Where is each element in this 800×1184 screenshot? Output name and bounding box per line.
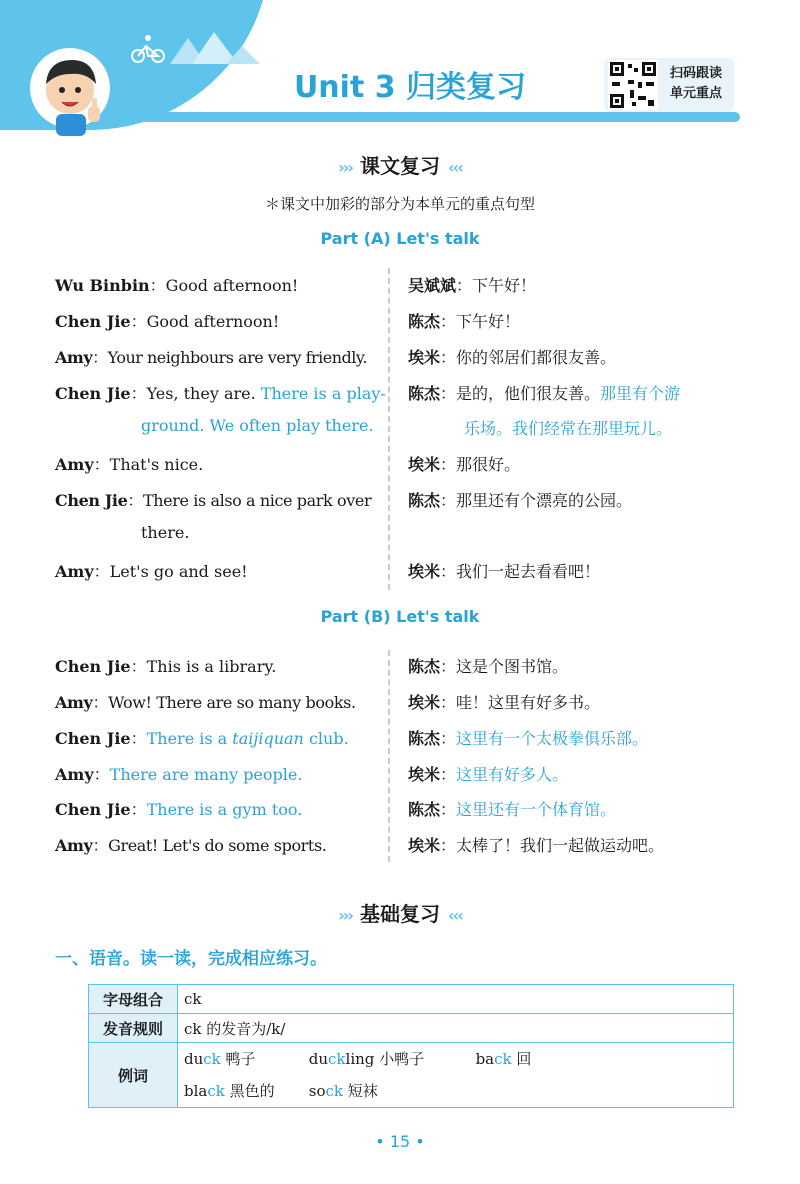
mountain-cyclist-icon (130, 28, 270, 68)
dialogue-line (55, 452, 203, 475)
header-underline (140, 112, 740, 122)
translation-line (408, 654, 568, 677)
colon: ： (130, 657, 147, 676)
section-title: 课文复习 (360, 154, 440, 178)
translation-line (408, 797, 616, 820)
line-text: Good afternoon! (165, 276, 299, 295)
example-word (476, 1043, 532, 1075)
translation-line (408, 452, 520, 475)
colon: ： (440, 384, 457, 403)
chevron-right-icon: ››› (338, 158, 352, 177)
line-text: Good afternoon! (146, 312, 280, 331)
colon: ： (456, 276, 473, 295)
boy-thumbs-up-icon (22, 44, 122, 140)
speaker: 陈杰 (408, 729, 441, 748)
key-sentence: 这里有好多人。 (456, 765, 569, 784)
dialogue-line (55, 654, 276, 677)
colon: ： (130, 729, 147, 748)
key-sentence-cont: 乐场。我们经常在那里玩儿。 (464, 419, 673, 438)
dialogue-line (55, 833, 326, 856)
speaker: 埃米 (408, 455, 441, 474)
speaker: Chen Jie (55, 657, 131, 676)
translation-line (408, 273, 536, 296)
speaker: Wu Binbin (55, 276, 150, 295)
example-word (184, 1075, 304, 1107)
colon: ： (440, 657, 457, 676)
chevron-right-icon: ››› (338, 906, 352, 925)
word-meaning: 回 (516, 1050, 532, 1068)
colon: ： (127, 491, 143, 510)
dialogue-line (55, 559, 248, 582)
phonics-table (88, 984, 734, 1108)
colon: ： (149, 276, 166, 295)
colon: ： (92, 693, 109, 712)
line-text: This is a library. (146, 657, 277, 676)
colon: ： (440, 693, 457, 712)
qr-label-line2: 单元重点 (670, 86, 723, 101)
word-part: so (308, 1082, 326, 1100)
word-meaning: 鸭子 (225, 1050, 256, 1068)
table-label: 例词 (89, 1043, 178, 1108)
key-sentence-cont: ground. We often play there. (141, 416, 374, 435)
speaker: 陈杰 (408, 800, 441, 819)
section-heading-basic-review (0, 898, 800, 927)
example-word (184, 1043, 304, 1075)
line-text: Let's go and see! (109, 562, 248, 581)
key-sentence: 这里还有一个体育馆。 (456, 800, 617, 819)
line-text: Great! Let's do some sports. (108, 836, 327, 855)
qr-label-line1: 扫码跟读 (670, 66, 723, 81)
colon: ： (93, 765, 110, 784)
chevron-left-icon: ‹‹‹ (448, 906, 462, 925)
dialogue-line (55, 726, 349, 749)
translation-line (408, 345, 616, 368)
table-value: ck 的发音为/k/ (178, 1014, 734, 1043)
colon: ： (440, 836, 457, 855)
word-highlight: ck (328, 1050, 346, 1068)
line-text: That's nice. (109, 455, 204, 474)
speaker: Chen Jie (55, 729, 131, 748)
line-text: There is also a nice park over (143, 491, 372, 510)
qr-label (670, 64, 730, 104)
part-a-title: Part (A) Let's talk (320, 229, 480, 248)
exercise-title: 一、语音。读一读，完成相应练习。 (55, 949, 327, 969)
key-sentence-end: club. (308, 729, 349, 748)
column-divider (388, 650, 390, 862)
colon: ： (440, 312, 457, 331)
example-word (309, 1043, 471, 1075)
word-meaning: 黑色的 (229, 1082, 275, 1100)
speaker: 陈杰 (408, 491, 441, 510)
table-label: 字母组合 (89, 985, 178, 1014)
translation-line (408, 559, 600, 582)
translation-line (408, 309, 520, 332)
line-text: 下午好！ (456, 312, 521, 331)
table-value: ck (178, 985, 734, 1014)
word-meaning: 小鸭子 (379, 1050, 425, 1068)
line-text: 那很好。 (456, 455, 521, 474)
dialogue-line (55, 690, 356, 713)
dialogue-line (55, 488, 371, 511)
colon: ： (440, 562, 457, 581)
colon: ： (130, 312, 147, 331)
colon: ： (93, 562, 110, 581)
dialogue-line (55, 797, 302, 820)
colon: ： (440, 800, 457, 819)
speaker: Amy (55, 348, 93, 367)
part-b-title: Part (B) Let's talk (320, 607, 480, 626)
translation-line (408, 488, 632, 511)
colon: ： (130, 384, 147, 403)
word-part: bla (184, 1082, 208, 1100)
word-highlight: ck (203, 1050, 221, 1068)
translation-line (408, 690, 600, 713)
speaker: 陈杰 (408, 312, 441, 331)
line-text: Yes, they are. (146, 384, 256, 403)
key-sentence-italic: taijiquan (232, 729, 304, 748)
speaker: Chen Jie (55, 491, 128, 510)
section-heading-text-review (0, 150, 800, 179)
speaker: Chen Jie (55, 800, 131, 819)
key-sentence: There is a (146, 729, 228, 748)
speaker: 埃米 (408, 562, 441, 581)
colon: ： (92, 348, 108, 367)
speaker: 埃米 (408, 693, 441, 712)
colon: ： (440, 455, 457, 474)
dialogue-line (55, 381, 386, 404)
colon: ： (440, 491, 457, 510)
table-label: 发音规则 (89, 1014, 178, 1043)
speaker: Amy (55, 693, 93, 712)
line-text: 太棒了！我们一起做运动吧。 (456, 836, 665, 855)
speaker: 陈杰 (408, 384, 441, 403)
line-text: Wow! There are so many books. (108, 693, 356, 712)
dialogue-line (55, 345, 367, 368)
word-part: ba (475, 1050, 495, 1068)
example-word (309, 1075, 378, 1107)
speaker: Amy (55, 765, 94, 784)
line-text: 你的邻居们都很友善。 (456, 348, 617, 367)
line-text: 是的，他们很友善。 (456, 384, 601, 403)
dialogue-line (55, 273, 298, 296)
translation-line (408, 726, 648, 749)
colon: ： (92, 836, 109, 855)
translation-line (408, 762, 568, 785)
key-sentence: 这里有一个太极拳俱乐部。 (456, 729, 649, 748)
speaker: 埃米 (408, 348, 441, 367)
speaker: Chen Jie (55, 384, 131, 403)
word-part: du (184, 1050, 204, 1068)
page-number: • 15 • (375, 1132, 425, 1151)
word-part: ling (345, 1050, 375, 1068)
chevron-left-icon: ‹‹‹ (448, 158, 462, 177)
speaker: 埃米 (408, 765, 441, 784)
speaker: Amy (55, 562, 94, 581)
word-highlight: ck (494, 1050, 512, 1068)
qr-code-icon[interactable] (608, 60, 658, 110)
colon: ： (440, 729, 457, 748)
header-band (0, 0, 800, 140)
line-text: 我们一起去看看吧！ (456, 562, 601, 581)
speaker: 陈杰 (408, 657, 441, 676)
word-meaning: 短袜 (347, 1082, 378, 1100)
dialogue-line (55, 309, 279, 332)
key-sentence: 那里有个游 (600, 384, 681, 403)
line-text: 下午好！ (472, 276, 537, 295)
line-text: 那里还有个漂亮的公园。 (456, 491, 633, 510)
example-words (178, 1043, 734, 1108)
colon: ： (130, 800, 147, 819)
speaker: Amy (55, 455, 94, 474)
colon: ： (440, 348, 457, 367)
speaker: 埃米 (408, 836, 441, 855)
unit-title: Unit 3 归类复习 (293, 70, 527, 105)
highlight-note: ＊课文中加彩的部分为本单元的重点句型 (264, 195, 535, 213)
column-divider (388, 268, 390, 590)
line-text-cont: there. (141, 523, 190, 542)
word-highlight: ck (207, 1082, 225, 1100)
translation-line (408, 381, 680, 404)
colon: ： (440, 765, 457, 784)
speaker: Chen Jie (55, 312, 131, 331)
dialogue-line (55, 762, 302, 785)
word-part: du (308, 1050, 329, 1068)
word-highlight: ck (325, 1082, 344, 1100)
line-text: Your neighbours are very friendly. (107, 348, 367, 367)
qr-panel[interactable] (604, 58, 734, 112)
line-text: 哇！这里有好多书。 (456, 693, 601, 712)
translation-line (408, 833, 664, 856)
section-title: 基础复习 (360, 902, 440, 926)
line-text: 这是个图书馆。 (456, 657, 569, 676)
colon: ： (93, 455, 110, 474)
key-sentence: There are many people. (109, 765, 303, 784)
speaker: 吴斌斌 (408, 276, 457, 295)
speaker: Amy (55, 836, 93, 855)
key-sentence: There is a gym too. (146, 800, 303, 819)
key-sentence: There is a play- (260, 384, 386, 403)
